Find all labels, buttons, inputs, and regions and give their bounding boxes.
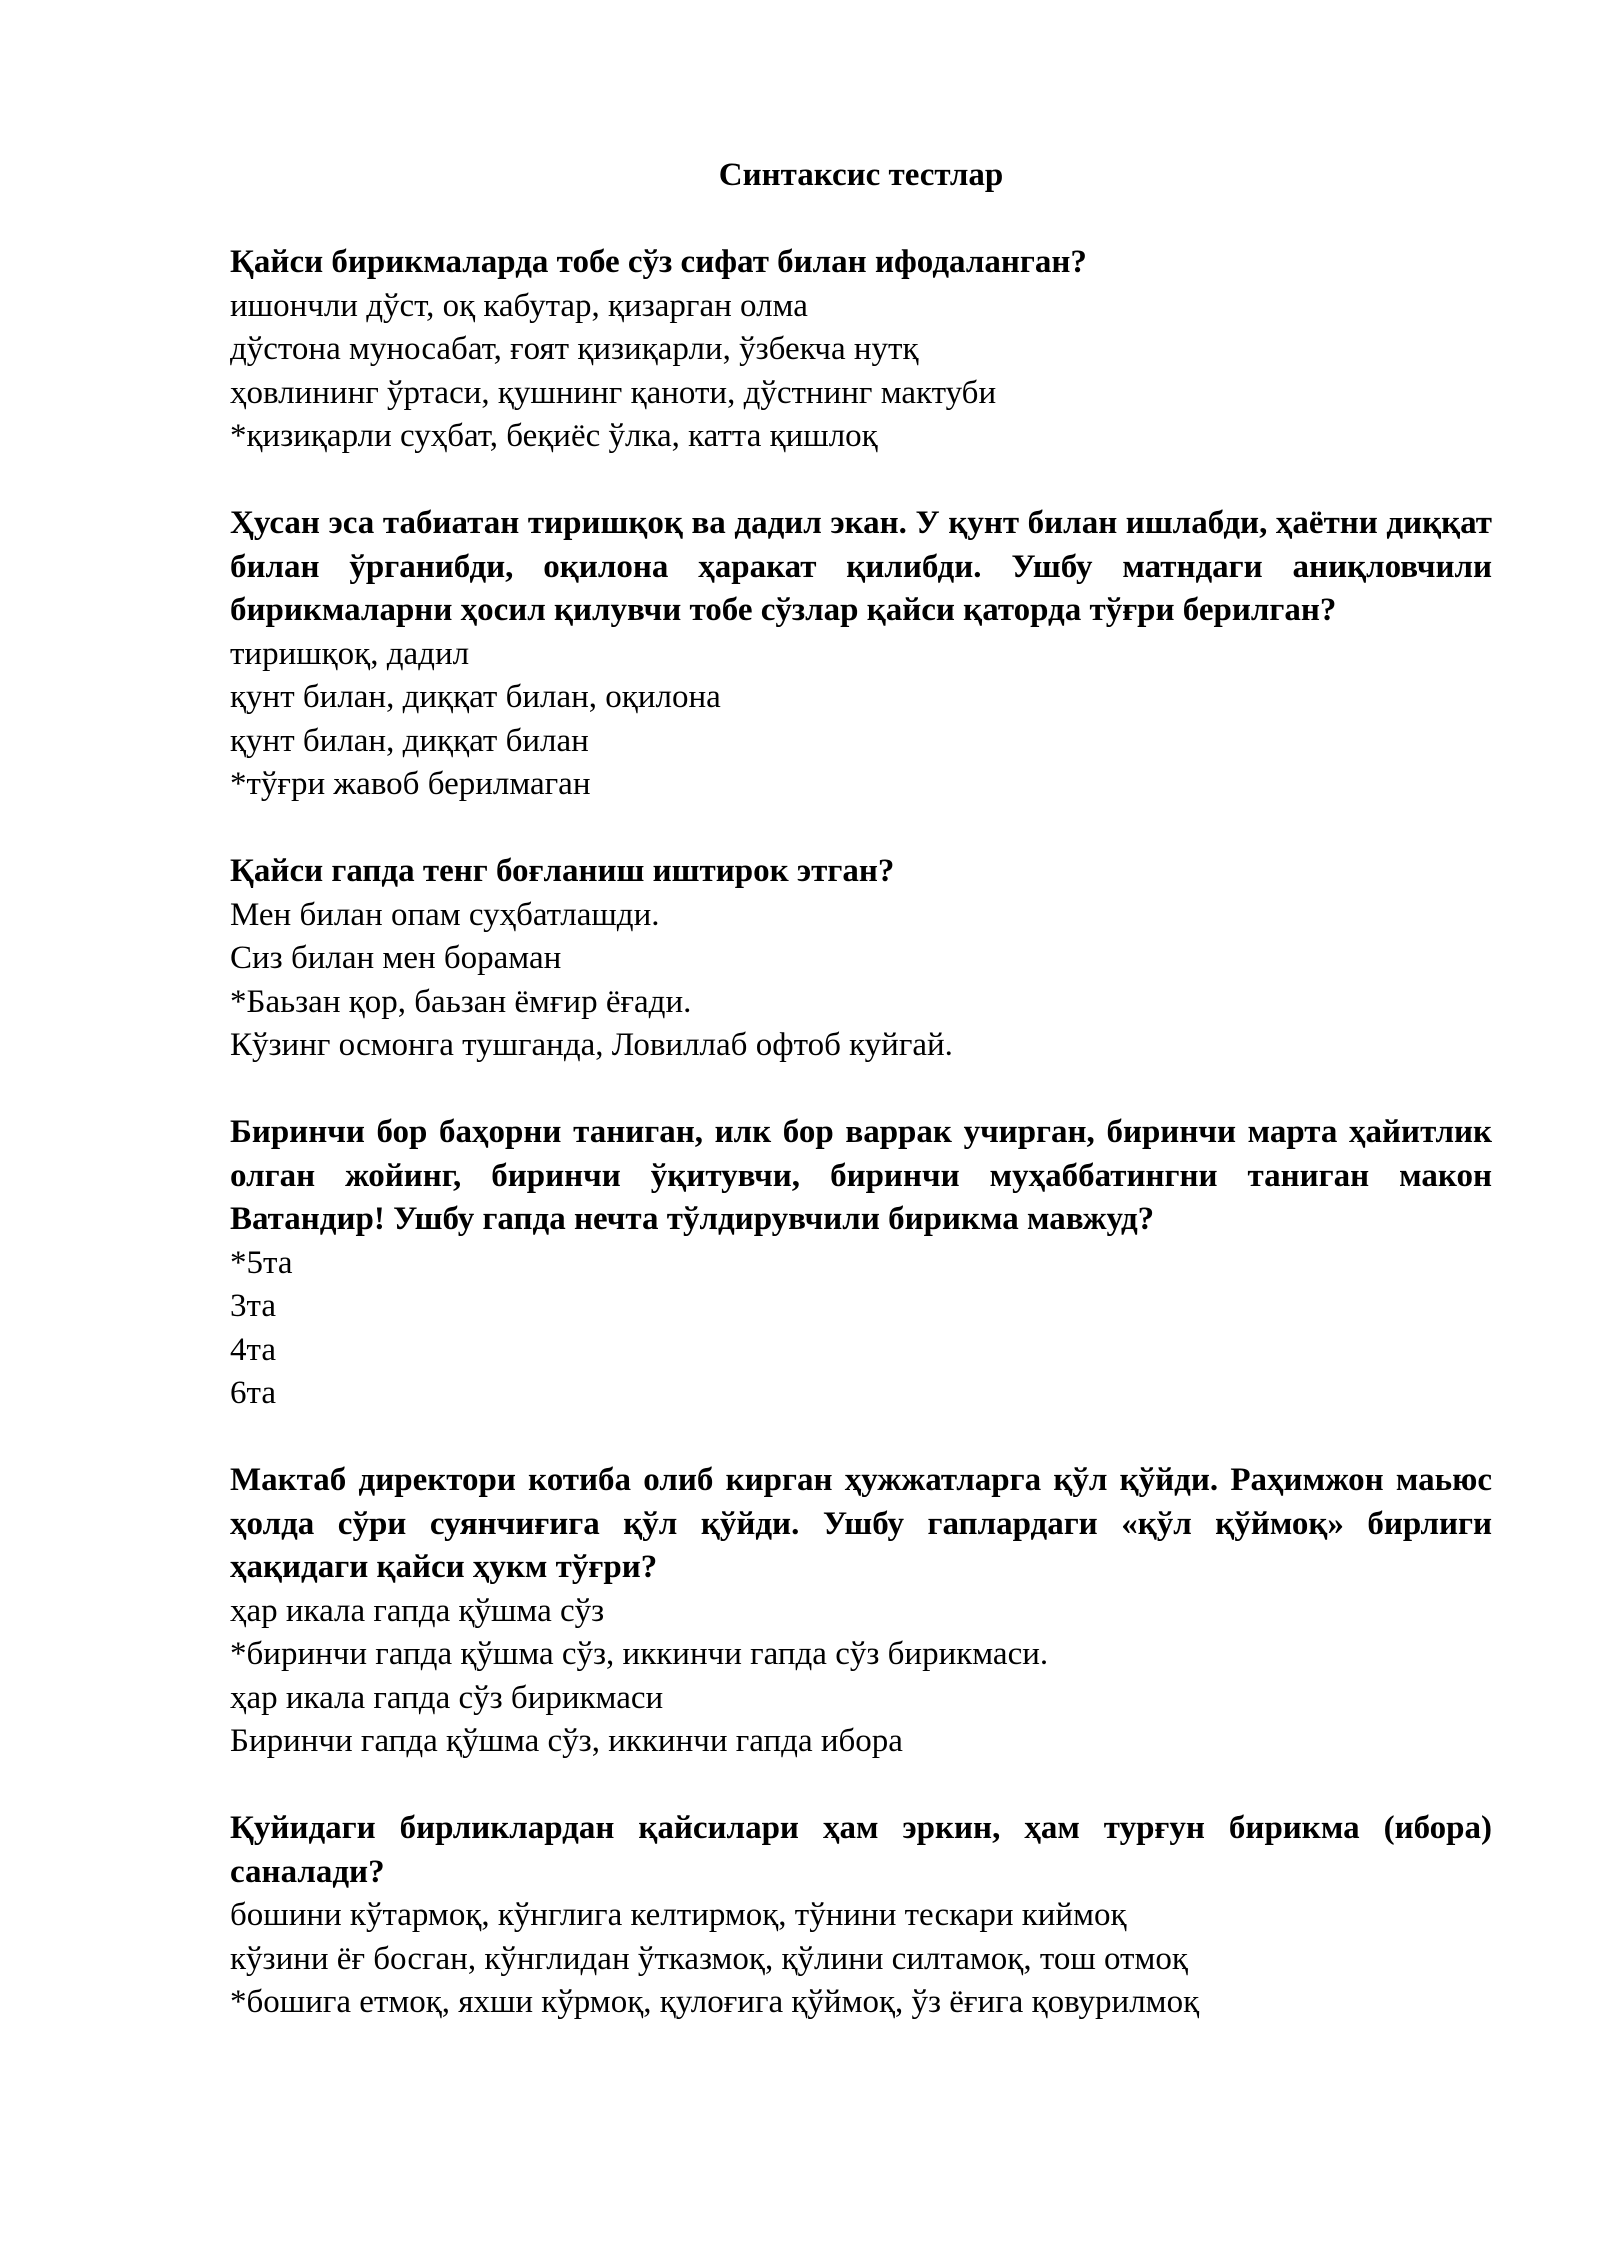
- answer-option-correct: *бошига етмоқ, яхши кўрмоқ, қулоғига қўймоқ, ўз ёғига қовурилмоқ: [230, 1984, 1200, 2020]
- question-text: Биринчи бор баҳорни таниган, илк бор варрак учирган, биринчи марта ҳайитлик олган жойинг, биринчи ўқитувчи, биринчи муҳаббатингни таниган макон Ватандир! Ушбу гапда нечта тўлдирувчили бирикма мавжуд?: [230, 1114, 1492, 1237]
- question-block-3: [230, 850, 1492, 1068]
- answer-option: ҳовлининг ўртаси, қушнинг қаноти, дўстнинг мактуби: [230, 374, 997, 411]
- answer-option: ҳар икала гапда сўз бирикмаси: [230, 1679, 664, 1716]
- answer-option-correct: *тўғри жавоб берилмаган: [230, 766, 591, 802]
- answer-option: ҳар икала гапда қўшма сўз: [230, 1592, 605, 1629]
- answer-list: [230, 1242, 1492, 1416]
- question-text: Қайси бирикмаларда тобе сўз сифат билан ифодаланган?: [230, 244, 1087, 280]
- answer-option: Кўзинг осмонга тушганда, Ловиллаб офтоб куйгай.: [230, 1027, 953, 1063]
- document-content: [230, 154, 1492, 2068]
- answer-option: Мен билан опам суҳбатлашди.: [230, 896, 660, 933]
- question-text: Ҳусан эса табиатан тиришқоқ ва дадил экан. У қунт билан ишлабди, ҳаётни диққат билан ўрганибди, оқилона ҳаракат қилибди. Ушбу матндаги аниқловчили бирикмаларни ҳосил қилувчи тобе сўзлар қайси қаторда тўғри берилган?: [230, 505, 1492, 628]
- question-block-1: [230, 241, 1492, 459]
- title-spacer: [230, 198, 1492, 242]
- answer-option: Сиз билан мен бораман: [230, 940, 562, 976]
- answer-option-correct: *қизиқарли суҳбат, беқиёс ўлка, катта қишлоқ: [230, 418, 878, 454]
- answer-option-correct: *биринчи гапда қўшма сўз, иккинчи гапда сўз бирикмаси.: [230, 1636, 1049, 1672]
- answer-option: 6та: [230, 1375, 276, 1411]
- question-text: Мактаб директори котиба олиб кирган ҳужжатларга қўл қўйди. Раҳимжон маьюс ҳолда сўри суянчиғига қўл қўйди. Ушбу гаплардаги «қўл қўймоқ» бирлиги ҳақидаги қайси ҳукм тўғри?: [230, 1462, 1492, 1585]
- answer-list: [230, 1894, 1492, 2025]
- answer-list: [230, 1590, 1492, 1764]
- answer-option: Биринчи гапда қўшма сўз, иккинчи гапда ибора: [230, 1723, 903, 1759]
- answer-option-correct: *Баьзан қор, баьзан ёмғир ёғади.: [230, 983, 692, 1020]
- question-text: Қуйидаги бирликлардан қайсилари ҳам эркин, ҳам турғун бирикма (ибора) саналади?: [230, 1810, 1492, 1890]
- question-text: Қайси гапда тенг боғланиш иштирок этган?: [230, 853, 895, 889]
- document-title: Синтаксис тестлар: [718, 157, 1004, 193]
- question-block-5: [230, 1459, 1492, 1764]
- answer-option: ишончли дўст, оқ кабутар, қизарган олма: [230, 287, 808, 324]
- question-block-6: [230, 1807, 1492, 2025]
- answer-list: [230, 894, 1492, 1068]
- answer-option: 4та: [230, 1331, 276, 1368]
- answer-option: тиришқоқ, дадил: [230, 635, 470, 672]
- answer-list: [230, 285, 1492, 459]
- question-block-2: [230, 502, 1492, 807]
- answer-option: дўстона муносабат, ғоят қизиқарли, ўзбекча нутқ: [230, 331, 919, 367]
- answer-option: бошини кўтармоқ, кўнглига келтирмоқ, тўнини тескари киймоқ: [230, 1897, 1127, 1933]
- question-block-4: [230, 1111, 1492, 1416]
- answer-option-correct: *5та: [230, 1244, 293, 1281]
- answer-option: қунт билан, диққат билан: [230, 722, 589, 759]
- answer-option: кўзини ёғ босган, кўнглидан ўтказмоқ, қўлини силтамоқ, тош отмоқ: [230, 1940, 1188, 1977]
- answer-option: 3та: [230, 1288, 276, 1324]
- answer-list: [230, 633, 1492, 807]
- answer-option: қунт билан, диққат билан, оқилона: [230, 679, 721, 715]
